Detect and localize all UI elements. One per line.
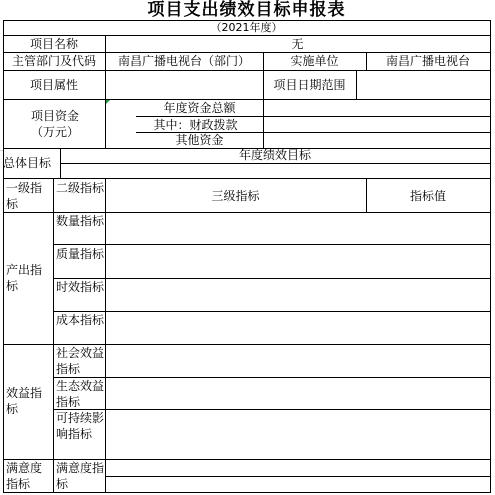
project-name-value[interactable]: 无 — [291, 37, 304, 51]
comment-marker-icon — [106, 100, 110, 104]
form-title: 项目支出绩效目标申报表 — [147, 0, 346, 20]
level3-header: 三级指标 — [211, 189, 260, 203]
quality-indicator: 质量指标 — [56, 247, 105, 261]
form-year: （2021年度） — [210, 21, 283, 34]
attribute-label: 项目属性 — [29, 78, 78, 92]
dept-label: 主管部门及代码 — [11, 54, 96, 68]
other-funds-label: 其他资金 — [175, 133, 224, 147]
benefit-indicator-label: 效益指标 — [6, 386, 43, 416]
level2-header: 二级指标 — [56, 181, 105, 195]
ecological-benefit-indicator: 生态效益指标 — [56, 379, 105, 409]
output-indicator-label: 产出指标 — [6, 263, 43, 293]
social-benefit-indicator: 社会效益指标 — [56, 346, 105, 376]
fiscal-label: 其中：财政拨款 — [153, 118, 238, 132]
impl-unit-value[interactable]: 南昌广播电视台 — [385, 54, 470, 68]
overall-goal-label: 总体目标 — [3, 156, 52, 170]
funds-label: 项目资金（万元） — [30, 109, 79, 139]
value-header: 指标值 — [409, 189, 446, 203]
cost-indicator: 成本指标 — [56, 313, 105, 327]
project-name-label: 项目名称 — [29, 37, 78, 51]
date-range-label: 项目日期范围 — [273, 78, 346, 92]
quantity-indicator: 数量指标 — [56, 214, 105, 228]
satisfaction-level2-indicator: 满意度指标 — [56, 461, 105, 491]
impl-unit-label: 实施单位 — [290, 54, 339, 68]
annual-goal-label: 年度绩效目标 — [238, 148, 311, 162]
level1-header: 一级指标 — [6, 181, 43, 211]
satisfaction-indicator-label: 满意度指标 — [6, 461, 43, 491]
sustainable-impact-indicator: 可持续影响指标 — [56, 411, 105, 441]
annual-total-label: 年度资金总额 — [163, 101, 236, 115]
timeliness-indicator: 时效指标 — [56, 280, 105, 294]
dept-value[interactable]: 南昌广播电视台（部门） — [117, 54, 250, 68]
